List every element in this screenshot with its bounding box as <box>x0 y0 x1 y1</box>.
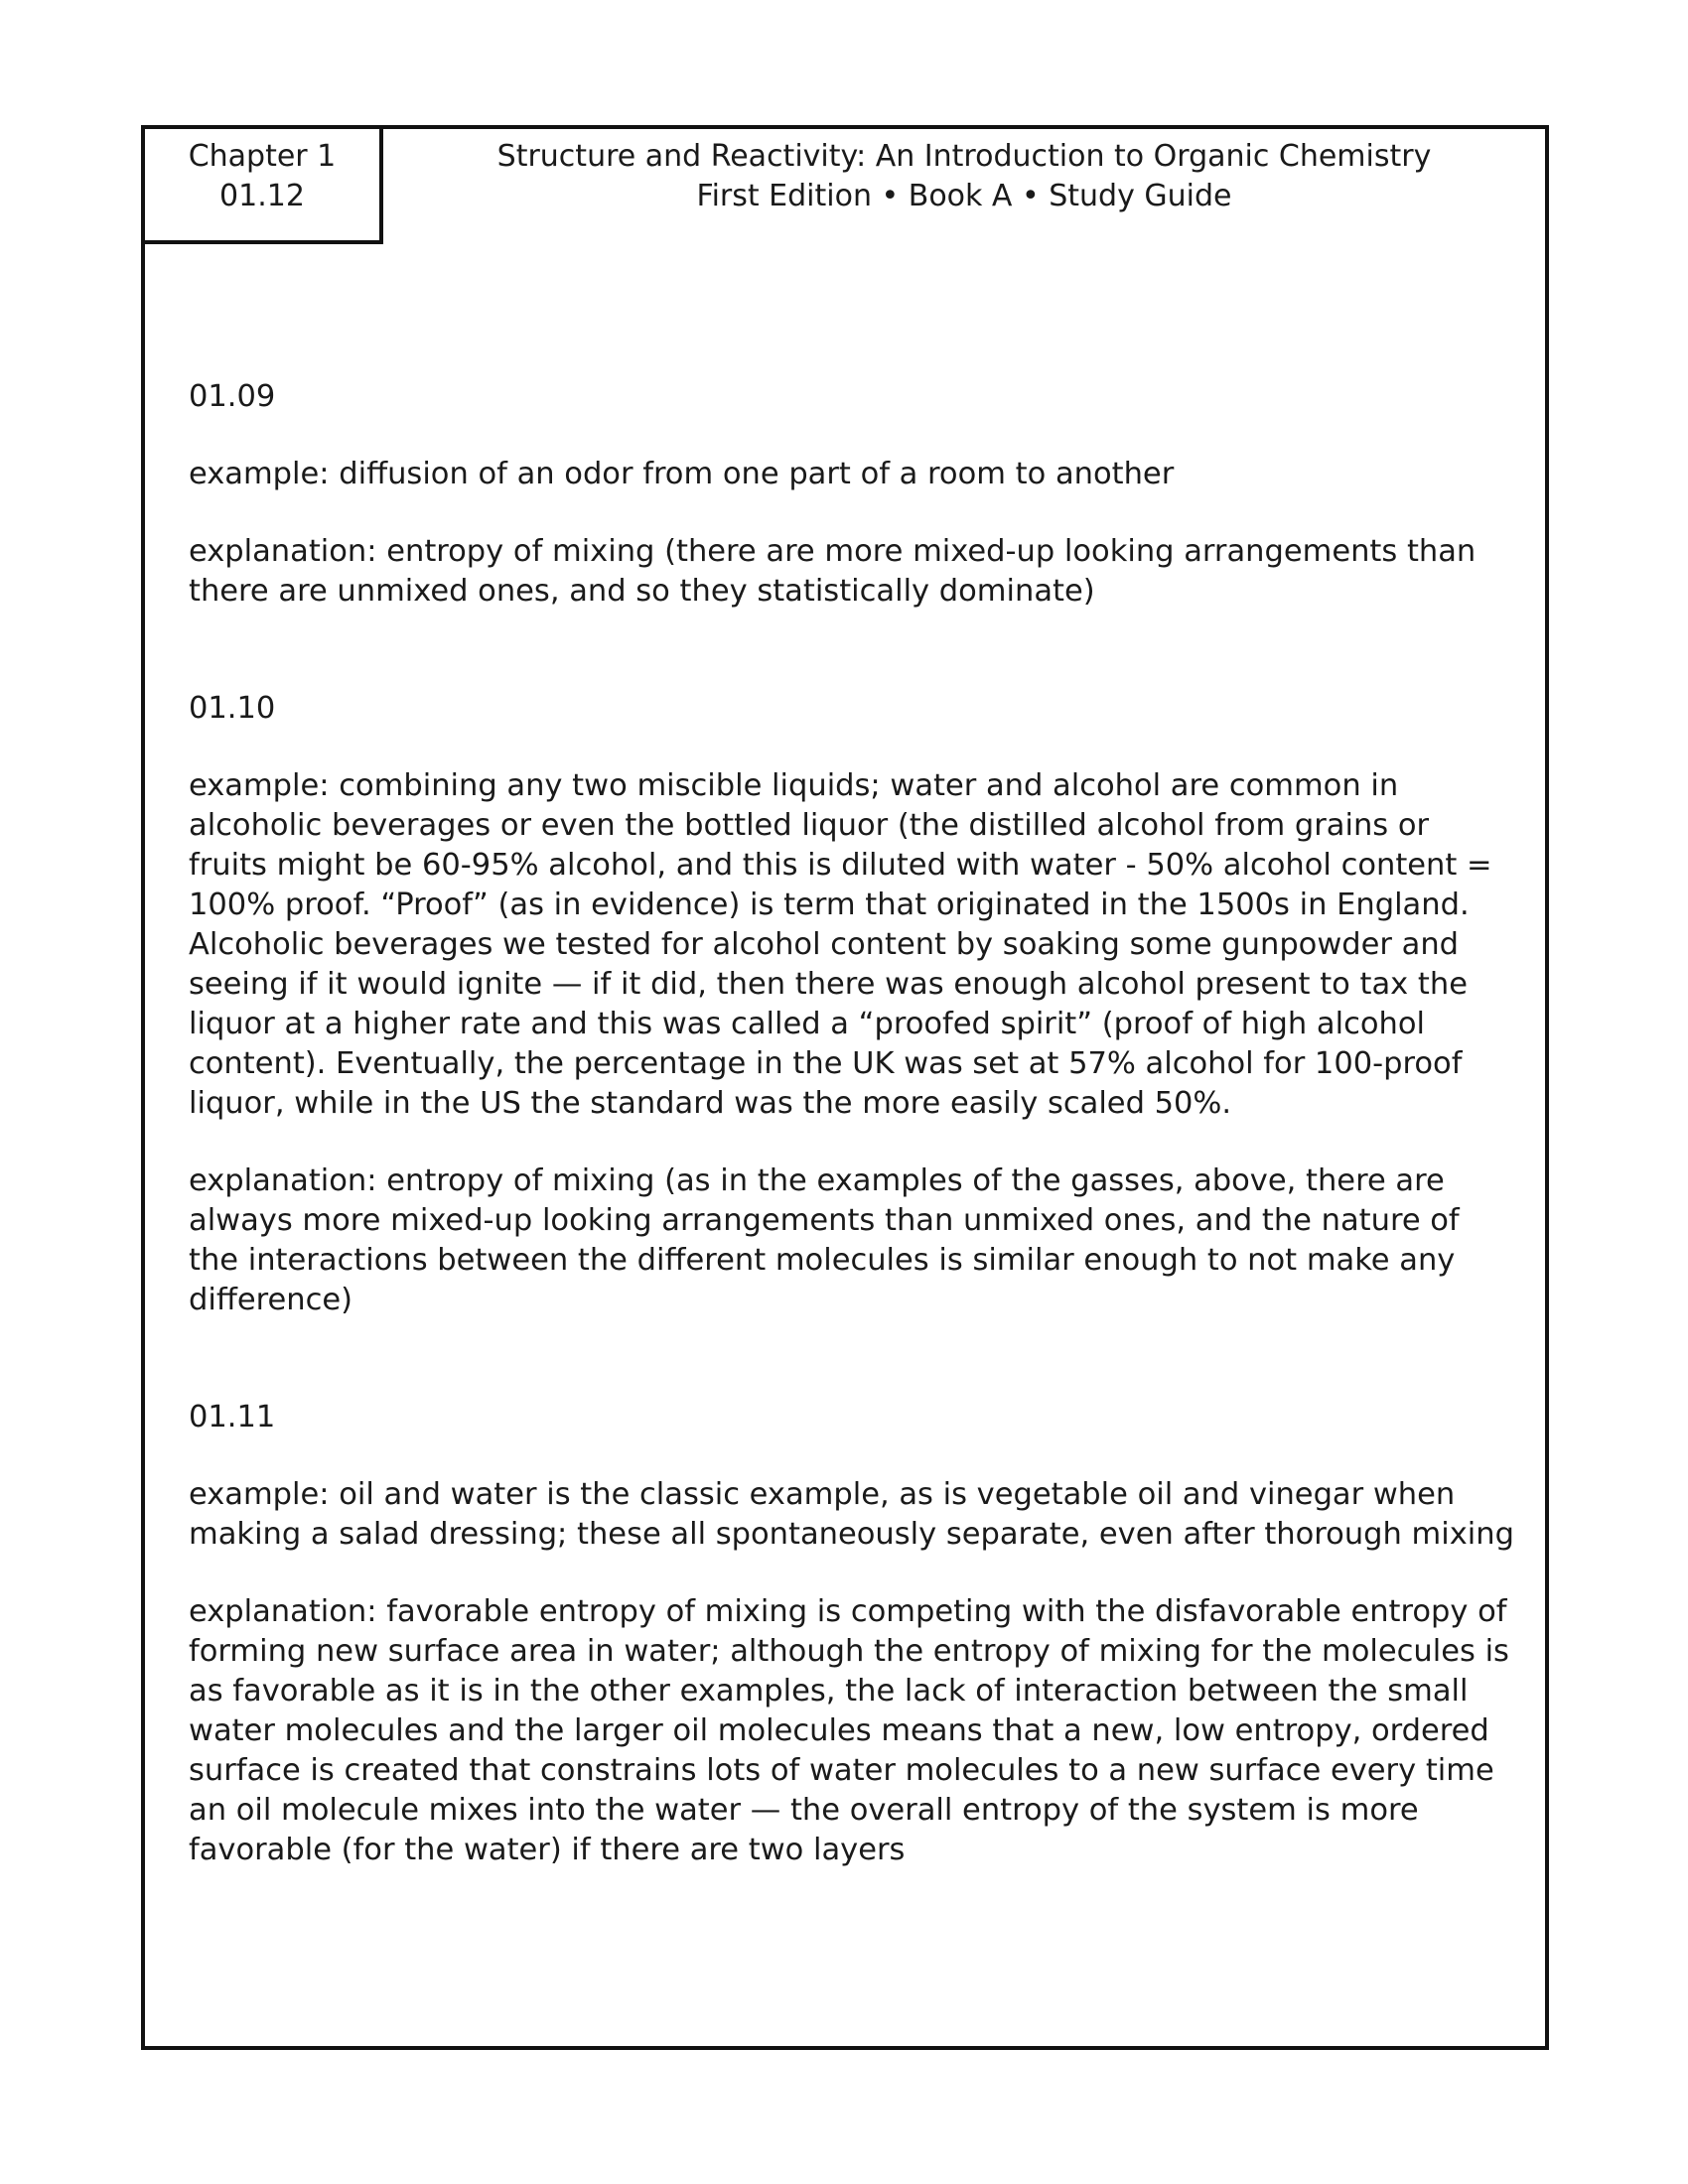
example-text: example: combining any two miscible liquids; water and alcohol are common in alcoholic beverages or even the bottled liquor (the distilled alcohol from grains or fruits might be 60-95% alcohol, and this is diluted with water - 50% alcohol content = 100% proof. “Proof” (as in evidence) is term that originated in the 1500s in England. Alcoholic beverages we tested for alcohol content by soaking some gunpowder and seeing if it would ignite — if it did, then there was enough alcohol present to tax the liquor at a higher rate and this was called a “proofed spirit” (proof of high alcohol content). Eventually, the percentage in the UK was set at 57% alcohol for 100-proof liquor, while in the US the standard was the more easily scaled 50%. <box>189 768 1492 1121</box>
section-01-11 <box>189 1398 1514 1870</box>
example-text: example: oil and water is the classic example, as is vegetable oil and vinegar when making a salad dressing; these all spontaneously separate, even after thorough mixing <box>189 1477 1514 1552</box>
study-guide-content <box>189 377 1514 1908</box>
explanation-text: explanation: favorable entropy of mixing is competing with the disfavorable entropy of forming new surface area in water; although the entropy of mixing for the molecules is as favorable as it is in the other examples, the lack of interaction between the small water molecules and the larger oil molecules means that a new, low entropy, ordered surface is created that constrains lots of water molecules to a new surface every time an oil molecule mixes into the water — the overall entropy of the system is more favorable (for the water) if there are two layers <box>189 1594 1509 1867</box>
book-title-line-1: Structure and Reactivity: An Introduction to Organic Chemistry <box>496 139 1432 174</box>
section-number: 01.09 <box>189 379 276 414</box>
section-01-10 <box>189 689 1514 1320</box>
page-code: 01.12 <box>219 178 305 213</box>
section-01-09 <box>189 377 1514 612</box>
example-text: example: diffusion of an odor from one part of a room to another <box>189 457 1175 491</box>
page-frame <box>141 125 1549 2050</box>
book-title <box>383 137 1545 216</box>
explanation-text: explanation: entropy of mixing (there are more mixed-up looking arrangements than there are unmixed ones, and so they statistically dominate) <box>189 534 1477 609</box>
section-number: 01.11 <box>189 1400 276 1434</box>
chapter-label: Chapter 1 <box>188 139 337 174</box>
explanation-text: explanation: entropy of mixing (as in the examples of the gasses, above, there are always more mixed-up looking arrangements than unmixed ones, and the nature of the interactions between the different molecules is similar enough to not make any difference) <box>189 1163 1460 1317</box>
book-title-line-2: First Edition • Book A • Study Guide <box>696 178 1232 213</box>
section-number: 01.10 <box>189 691 276 726</box>
chapter-box <box>141 125 383 244</box>
